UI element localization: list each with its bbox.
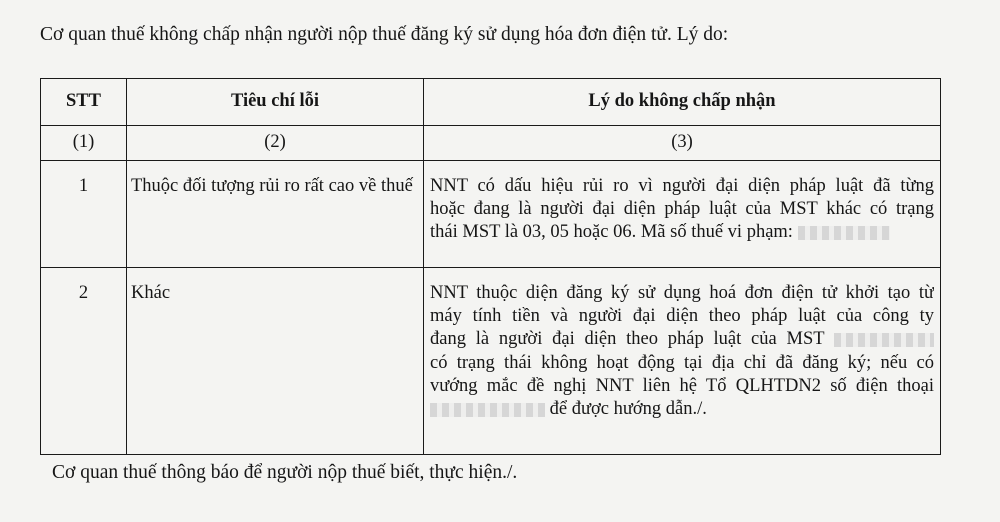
row-stt: 2 xyxy=(41,268,127,455)
redacted-phone-number xyxy=(430,403,545,417)
reason-line: hoặc đang là người đại diện pháp luật của MST khác có trạng xyxy=(430,199,934,220)
header-criterion: Tiêu chí lỗi xyxy=(127,79,424,126)
intro-paragraph: Cơ quan thuế không chấp nhận người nộp thuế đăng ký sử dụng hóa đơn điện tử. Lý do: xyxy=(40,24,729,45)
reason-line: NNT có dấu hiệu rủi ro vì người đại diện pháp luật đã từng xyxy=(430,176,934,196)
header-stt: STT xyxy=(41,79,127,126)
reason-line: vướng mắc đề nghị NNT liên hệ Tổ QLHTDN2 số điện thoại xyxy=(430,375,934,396)
column-number-row xyxy=(41,126,941,161)
reason-line: máy tính tiền và người đại diện theo pháp luật của công ty xyxy=(430,306,934,327)
reason-line-text: thái MST là 03, 05 hoặc 06. Mã số thuế vi phạm: xyxy=(430,222,793,243)
reason-line-text: để được hướng dẫn./. xyxy=(549,399,707,420)
column-number-3: (3) xyxy=(424,126,941,161)
reason-line: có trạng thái không hoạt động tại địa chỉ đã đăng ký; nếu có xyxy=(430,352,934,373)
reason-line xyxy=(430,328,934,351)
column-number-2: (2) xyxy=(127,126,424,161)
reason-line: NNT thuộc diện đăng ký sử dụng hoá đơn điện tử khởi tạo từ xyxy=(430,283,934,303)
table-header-row xyxy=(41,79,941,126)
redacted-tax-code xyxy=(798,226,890,240)
row-reason xyxy=(424,268,941,455)
row-reason xyxy=(424,161,941,268)
rejection-reasons-table xyxy=(40,78,941,455)
row-criterion: Khác xyxy=(127,268,424,455)
table-row xyxy=(41,268,941,455)
redacted-tax-code xyxy=(834,333,934,347)
row-criterion: Thuộc đối tượng rủi ro rất cao về thuế xyxy=(127,161,424,268)
reason-line xyxy=(430,221,934,244)
column-number-1: (1) xyxy=(41,126,127,161)
table-row xyxy=(41,161,941,268)
row-stt: 1 xyxy=(41,161,127,268)
reason-line-text: đang là người đại diện theo pháp luật của MST xyxy=(430,329,825,350)
closing-paragraph: Cơ quan thuế thông báo để người nộp thuế biết, thực hiện./. xyxy=(52,462,518,483)
header-reason: Lý do không chấp nhận xyxy=(424,79,941,126)
reason-line xyxy=(430,398,934,421)
